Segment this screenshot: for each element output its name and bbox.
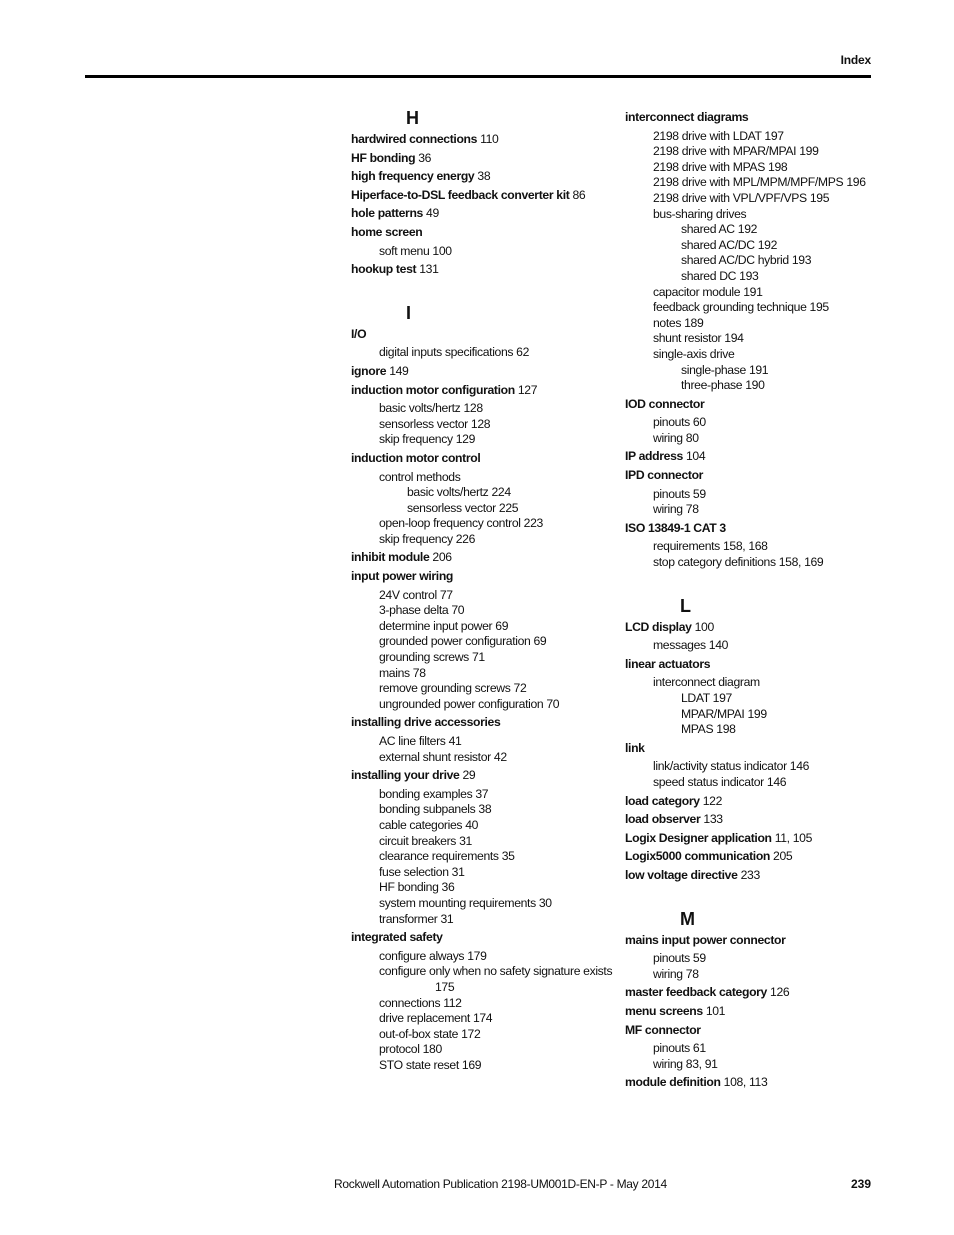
sub-entry: clearance requirements 35 [379,849,515,864]
sub-entry: requirements 158, 168 [653,539,768,554]
sub-sub-entry: single-phase 191 [681,362,769,377]
entry-term: hookup test [351,262,417,277]
entry-term: I/O [351,326,367,341]
sub-entry: external shunt resistor 42 [379,749,507,764]
entry-term: installing drive accessories [351,715,501,730]
entry-term: load category [625,793,700,808]
index-entry [351,262,613,278]
sub-entry: grounding screws 71 [379,650,485,665]
index-entry [625,794,885,810]
index-entry [625,933,885,949]
sub-entries [351,345,613,361]
entry-term: induction motor configuration [351,382,515,397]
index-entry [351,451,613,467]
index-entry [351,569,613,585]
sub-entry: pinouts 59 [653,486,706,501]
entry-pages: 36 [415,150,432,165]
entry-term: interconnect diagrams [625,110,749,124]
index-entry [625,620,885,636]
entry-term: module definition [625,1075,721,1090]
entry-term: LCD display [625,619,692,634]
header-rule [85,75,871,78]
index-entry [351,188,613,204]
sub-entry: 2198 drive with VPL/VPF/VPS 195 [653,190,830,205]
entry-pages: 11, 105 [771,830,812,845]
sub-entry: messages 140 [653,638,729,653]
sub-entries [351,787,613,927]
sub-entry: bonding examples 37 [379,786,489,801]
entry-pages: 127 [514,382,538,397]
index-entry [625,985,885,1001]
entry-pages: 126 [767,985,790,1000]
sub-entry: pinouts 61 [653,1041,706,1056]
sub-entry: 2198 drive with MPAS 198 [653,159,788,174]
sub-entries [625,759,885,790]
entry-pages: 110 [477,132,499,146]
sub-entries [625,539,885,570]
entry-term: home screen [351,224,423,239]
sub-entry: cable categories 40 [379,817,479,832]
sub-entry: AC line filters 41 [379,734,462,748]
entry-pages: 122 [699,793,723,808]
index-entry [351,768,613,784]
section-letter: H [406,108,419,128]
sub-entry: interconnect diagram [653,675,760,690]
sub-entries [625,638,885,654]
running-header: Index [840,53,871,67]
index-entry [625,831,885,847]
index-entry [351,383,613,399]
index-entry [351,206,613,222]
sub-entries [351,734,613,765]
entry-term: high frequency energy [351,169,475,184]
index-column-left [351,107,613,1073]
sub-sub-entry: shared AC/DC 192 [681,237,778,252]
sub-entry: drive replacement 174 [379,1011,493,1026]
entry-pages: 100 [691,619,714,634]
sub-entry: wiring 78 [653,966,699,981]
sub-entry: soft menu 100 [379,243,452,258]
sub-entry: out-of-box state 172 [379,1026,481,1041]
entry-pages: 205 [770,849,793,864]
entry-term: IPD connector [625,468,704,483]
index-entry [351,364,613,380]
entry-term: Hiperface-to-DSL feedback converter kit [351,187,570,202]
sub-entry: 2198 drive with MPL/MPM/MPF/MPS 196 [653,175,866,190]
sub-sub-entry: basic volts/hertz 224 [407,485,511,500]
entry-pages: 206 [429,550,452,565]
sub-entry: capacitor module 191 [653,284,763,299]
sub-entry: speed status indicator 146 [653,774,787,789]
index-entry [351,225,613,241]
entry-term: low voltage directive [625,867,738,882]
sub-entry: bonding subpanels 38 [379,802,492,817]
section-letter: M [680,908,695,929]
entry-pages: 49 [422,206,439,221]
entry-term: ignore [351,363,387,378]
sub-entry: configure only when no safety signature exists [379,964,613,979]
entry-term: HF bonding [351,150,416,165]
sub-entries [625,675,885,737]
sub-entries [351,470,613,548]
section-letter: L [680,595,691,616]
entry-pages: 149 [386,363,409,378]
index-entry [625,849,885,865]
sub-sub-entry: sensorless vector 225 [407,500,519,515]
index-entry [625,397,885,413]
index-entry [351,550,613,566]
entry-term: master feedback category [625,985,767,1000]
index-entry [625,812,885,828]
entry-pages: 131 [416,262,439,277]
sub-sub-entry: MPAR/MPAI 199 [681,706,767,721]
index-entry [625,468,885,484]
entry-term: input power wiring [351,569,454,584]
sub-entries [625,951,885,982]
sub-entry: wiring 78 [653,502,699,517]
sub-entry: protocol 180 [379,1042,442,1057]
entry-term: IOD connector [625,396,705,411]
sub-sub-entry: MPAS 198 [681,722,736,737]
index-entry [625,110,885,126]
entry-term: mains input power connector [625,932,786,947]
entry-term: induction motor control [351,450,481,465]
sub-entry: connections 112 [379,995,462,1010]
entry-term: inhibit module [351,550,430,565]
sub-entry: 2198 drive with MPAR/MPAI 199 [653,144,819,159]
index-entry [625,449,885,465]
sub-entry: determine input power 69 [379,618,509,633]
sub-entry: mains 78 [379,665,426,680]
entry-term: Logix Designer application [625,830,772,845]
index-entry [625,1004,885,1020]
index-entry [351,715,613,731]
sub-entry: open-loop frequency control 223 [379,516,543,531]
index-entry [351,930,613,946]
sub-entries [625,487,885,518]
sub-entry: fuse selection 31 [379,864,465,879]
sub-entry: skip frequency 129 [379,432,476,447]
sub-entry: bus-sharing drives [653,206,747,221]
sub-entry: ungrounded power configuration 70 [379,696,560,711]
footer-publication: Rockwell Automation Publication 2198-UM001D-EN-P - May 2014 [334,1177,667,1191]
sub-entries [351,588,613,713]
entry-term: ISO 13849-1 CAT 3 [625,520,726,535]
sub-entry: remove grounding screws 72 [379,681,527,696]
section-gap [351,278,613,302]
sub-entry: grounded power configuration 69 [379,634,547,649]
index-entry [625,1023,885,1039]
sub-sub-entry: LDAT 197 [681,691,732,705]
sub-sub-entry: shared DC 193 [681,268,759,283]
sub-entry: 24V control 77 [379,587,453,602]
sub-sub-entry: shared AC 192 [681,222,758,237]
sub-entries [625,129,885,394]
index-entry [625,868,885,884]
entry-term: IP address [625,449,683,464]
sub-entry: transformer 31 [379,911,454,926]
sub-entry: wiring 83, 91 [653,1056,718,1071]
index-entry [351,132,613,148]
sub-entries [625,1041,885,1072]
index-entry [625,521,885,537]
sub-entry: single-axis drive [653,346,735,361]
entry-pages: 86 [569,187,586,202]
index-entry [351,327,613,343]
sub-entry: 2198 drive with LDAT 197 [653,128,784,143]
sub-entry: control methods [379,469,461,484]
sub-entry: pinouts 59 [653,951,706,966]
sub-entries [351,401,613,448]
sub-entry: 3-phase delta 70 [379,603,465,618]
sub-entry: stop category definitions 158, 169 [653,555,824,570]
entry-term: installing your drive [351,768,460,783]
entry-term: integrated safety [351,930,443,945]
sub-entry: circuit breakers 31 [379,833,472,848]
sub-entry: system mounting requirements 30 [379,895,552,910]
sub-entry: shunt resistor 194 [653,331,744,346]
entry-pages: 108, 113 [720,1075,768,1090]
entry-pages: 104 [682,449,706,464]
sub-entry: basic volts/hertz 128 [379,401,483,416]
sub-entry: digital inputs specifications 62 [379,345,530,360]
entry-pages: 233 [737,867,760,882]
sub-entry: HF bonding 36 [379,880,455,895]
index-entry [625,741,885,757]
section-letter: I [406,302,412,323]
sub-sub-entry: shared AC/DC hybrid 193 [681,253,812,268]
sub-entry: configure always 179 [379,948,487,963]
entry-pages: 29 [459,768,476,783]
sub-sub-entry: three-phase 190 [681,378,765,393]
sub-entries [625,415,885,446]
entry-term: hardwired connections [351,132,478,146]
index-entry [351,169,613,185]
sub-entry: STO state reset 169 [379,1057,482,1072]
entry-term: MF connector [625,1022,701,1037]
sub-entry: notes 189 [653,315,704,330]
entry-term: hole patterns [351,206,423,221]
sub-entry: link/activity status indicator 146 [653,759,810,774]
entry-term: menu screens [625,1003,703,1018]
sub-entry: sensorless vector 128 [379,416,491,431]
entry-pages: 133 [700,812,723,827]
entry-pages: 38 [474,169,491,184]
sub-entry: 175 [435,979,455,994]
sub-entries [351,244,613,260]
entry-pages: 101 [702,1003,726,1018]
entry-term: link [625,740,645,755]
section-gap [625,884,885,908]
entry-term: Logix5000 communication [625,849,771,864]
index-entry [625,657,885,673]
entry-term: linear actuators [625,656,711,671]
sub-entry: pinouts 60 [653,415,706,430]
index-entry [351,151,613,167]
page-number: 239 [850,1177,871,1191]
index-column-right [625,107,885,1091]
sub-entries [351,949,613,1074]
entry-term: load observer [625,812,701,827]
sub-entry: skip frequency 226 [379,531,476,546]
sub-entry: feedback grounding technique 195 [653,300,829,315]
sub-entry: wiring 80 [653,430,699,445]
section-gap [625,571,885,595]
index-entry [625,1075,885,1091]
